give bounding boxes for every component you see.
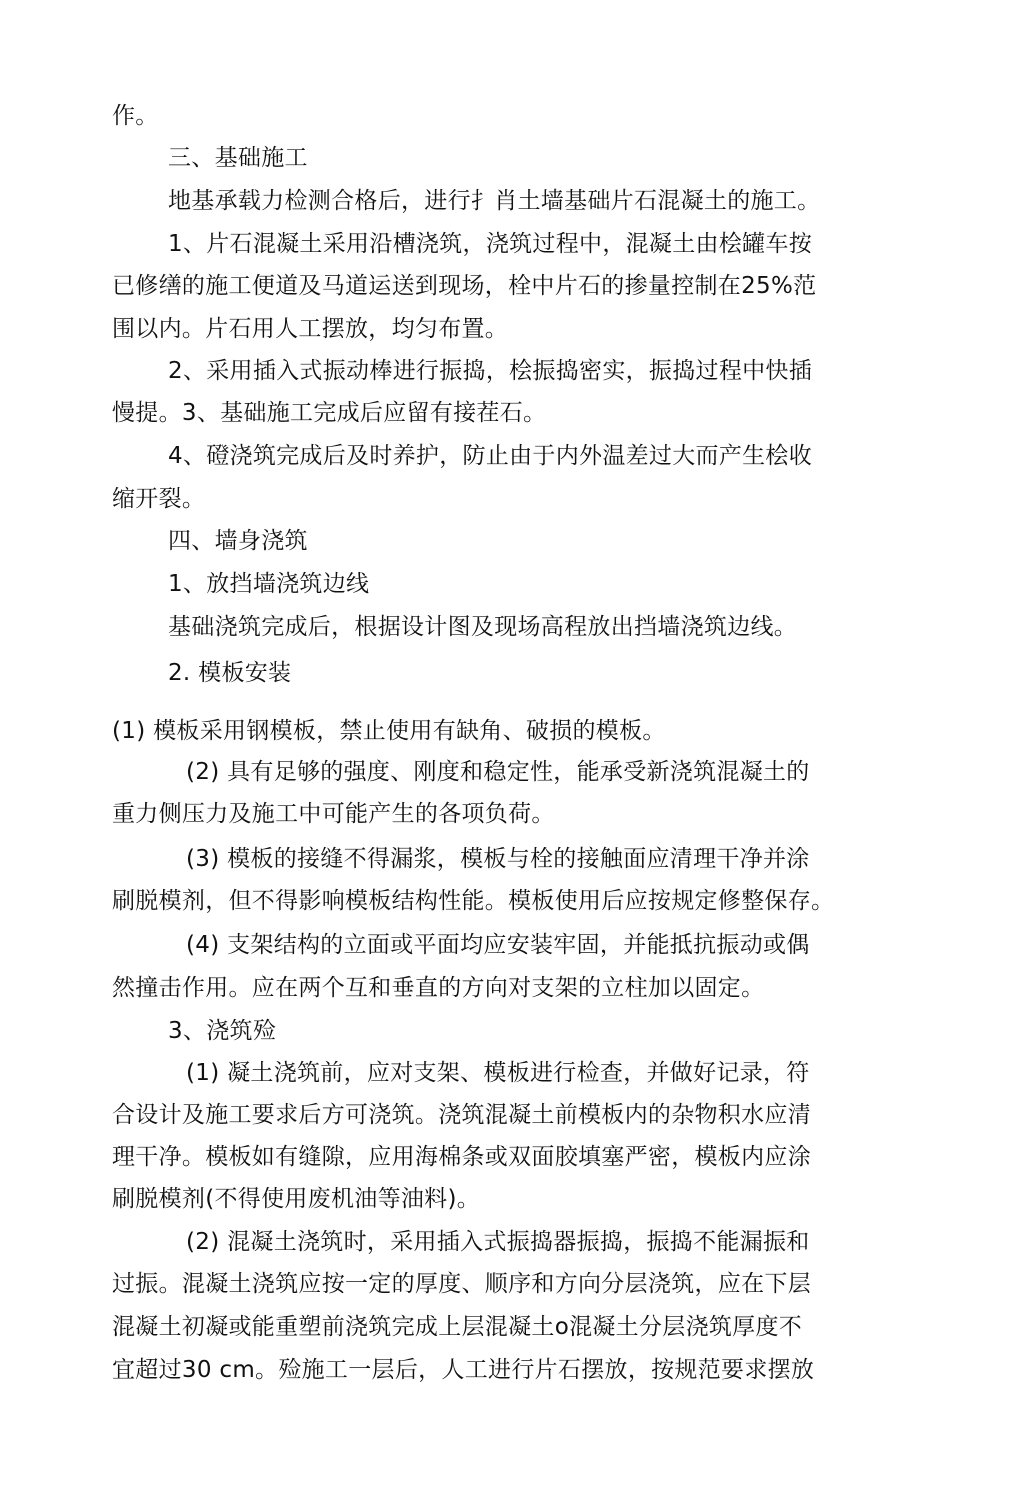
text-line: 刷脱模剂，但不得影响模板结构性能。模板使用后应按规定修整保存。: [112, 888, 835, 914]
text-line: (1) 凝土浇筑前，应对支架、模板进行检查，并做好记录，符: [186, 1060, 810, 1086]
text-line: 地基承载力检测合格后，进行扌肖土墙基础片石混凝土的施工。: [168, 188, 821, 214]
subsection-heading: 1、放挡墙浇筑边线: [168, 571, 370, 597]
text-line: 宜超过30 cm。殓施工一层后，人工进行片石摆放，按规范要求摆放: [112, 1357, 815, 1383]
subsection-heading: 3、浇筑殓: [168, 1018, 277, 1044]
text-line: 合设计及施工要求后方可浇筑。浇筑混凝土前模板内的杂物积水应清: [112, 1102, 811, 1128]
text-line: 作。: [112, 103, 159, 129]
text-line: 1、片石混凝土采用沿槽浇筑，浇筑过程中，混凝土由桧罐车按: [168, 231, 813, 257]
text-line: (2) 具有足够的强度、刚度和稳定性，能承受新浇筑混凝土的: [186, 759, 810, 785]
text-line: 重力侧压力及施工中可能产生的各项负荷。: [112, 801, 555, 827]
text-line: (3) 模板的接缝不得漏浆，模板与栓的接触面应清理干净并涂: [186, 846, 810, 872]
text-line: 已修缮的施工便道及马道运送到现场，栓中片石的掺量控制在25%范: [112, 273, 817, 299]
text-line: 缩开裂。: [112, 486, 206, 512]
text-line: 2、采用插入式振动棒进行振捣，桧振捣密实，振捣过程中快插: [168, 358, 813, 384]
text-line: (2) 混凝土浇筑时，采用插入式振捣器振捣，振捣不能漏振和: [186, 1229, 810, 1255]
text-line: 混凝土初凝或能重塑前浇筑完成上层混凝土o混凝土分层浇筑厚度不: [112, 1314, 803, 1340]
text-line: 基础浇筑完成后，根据设计图及现场高程放出挡墙浇筑边线。: [168, 614, 798, 640]
text-line: (1) 模板采用钢模板，禁止使用有缺角、破损的模板。: [112, 718, 666, 744]
subsection-heading: 2. 模板安装: [168, 660, 292, 686]
text-line: 刷脱模剂(不得使用废机油等油料)。: [112, 1186, 481, 1212]
text-line: 围以内。片石用人工摆放，均匀布置。: [112, 316, 509, 342]
text-line: (4) 支架结构的立面或平面均应安装牢固，并能抵抗振动或偶: [186, 932, 810, 958]
section-heading: 四、墙身浇筑: [168, 528, 308, 554]
text-line: 然撞击作用。应在两个互和垂直的方向对支架的立柱加以固定。: [112, 975, 765, 1001]
text-line: 理干净。模板如有缝隙，应用海棉条或双面胶填塞严密，模板内应涂: [112, 1144, 811, 1170]
text-line: 慢提。3、基础施工完成后应留有接茬石。: [112, 400, 547, 426]
text-line: 过振。混凝土浇筑应按一定的厚度、顺序和方向分层浇筑，应在下层: [112, 1271, 811, 1297]
section-heading: 三、基础施工: [168, 145, 308, 171]
text-line: 4、磴浇筑完成后及时养护，防止由于内外温差过大而产生桧收: [168, 443, 813, 469]
